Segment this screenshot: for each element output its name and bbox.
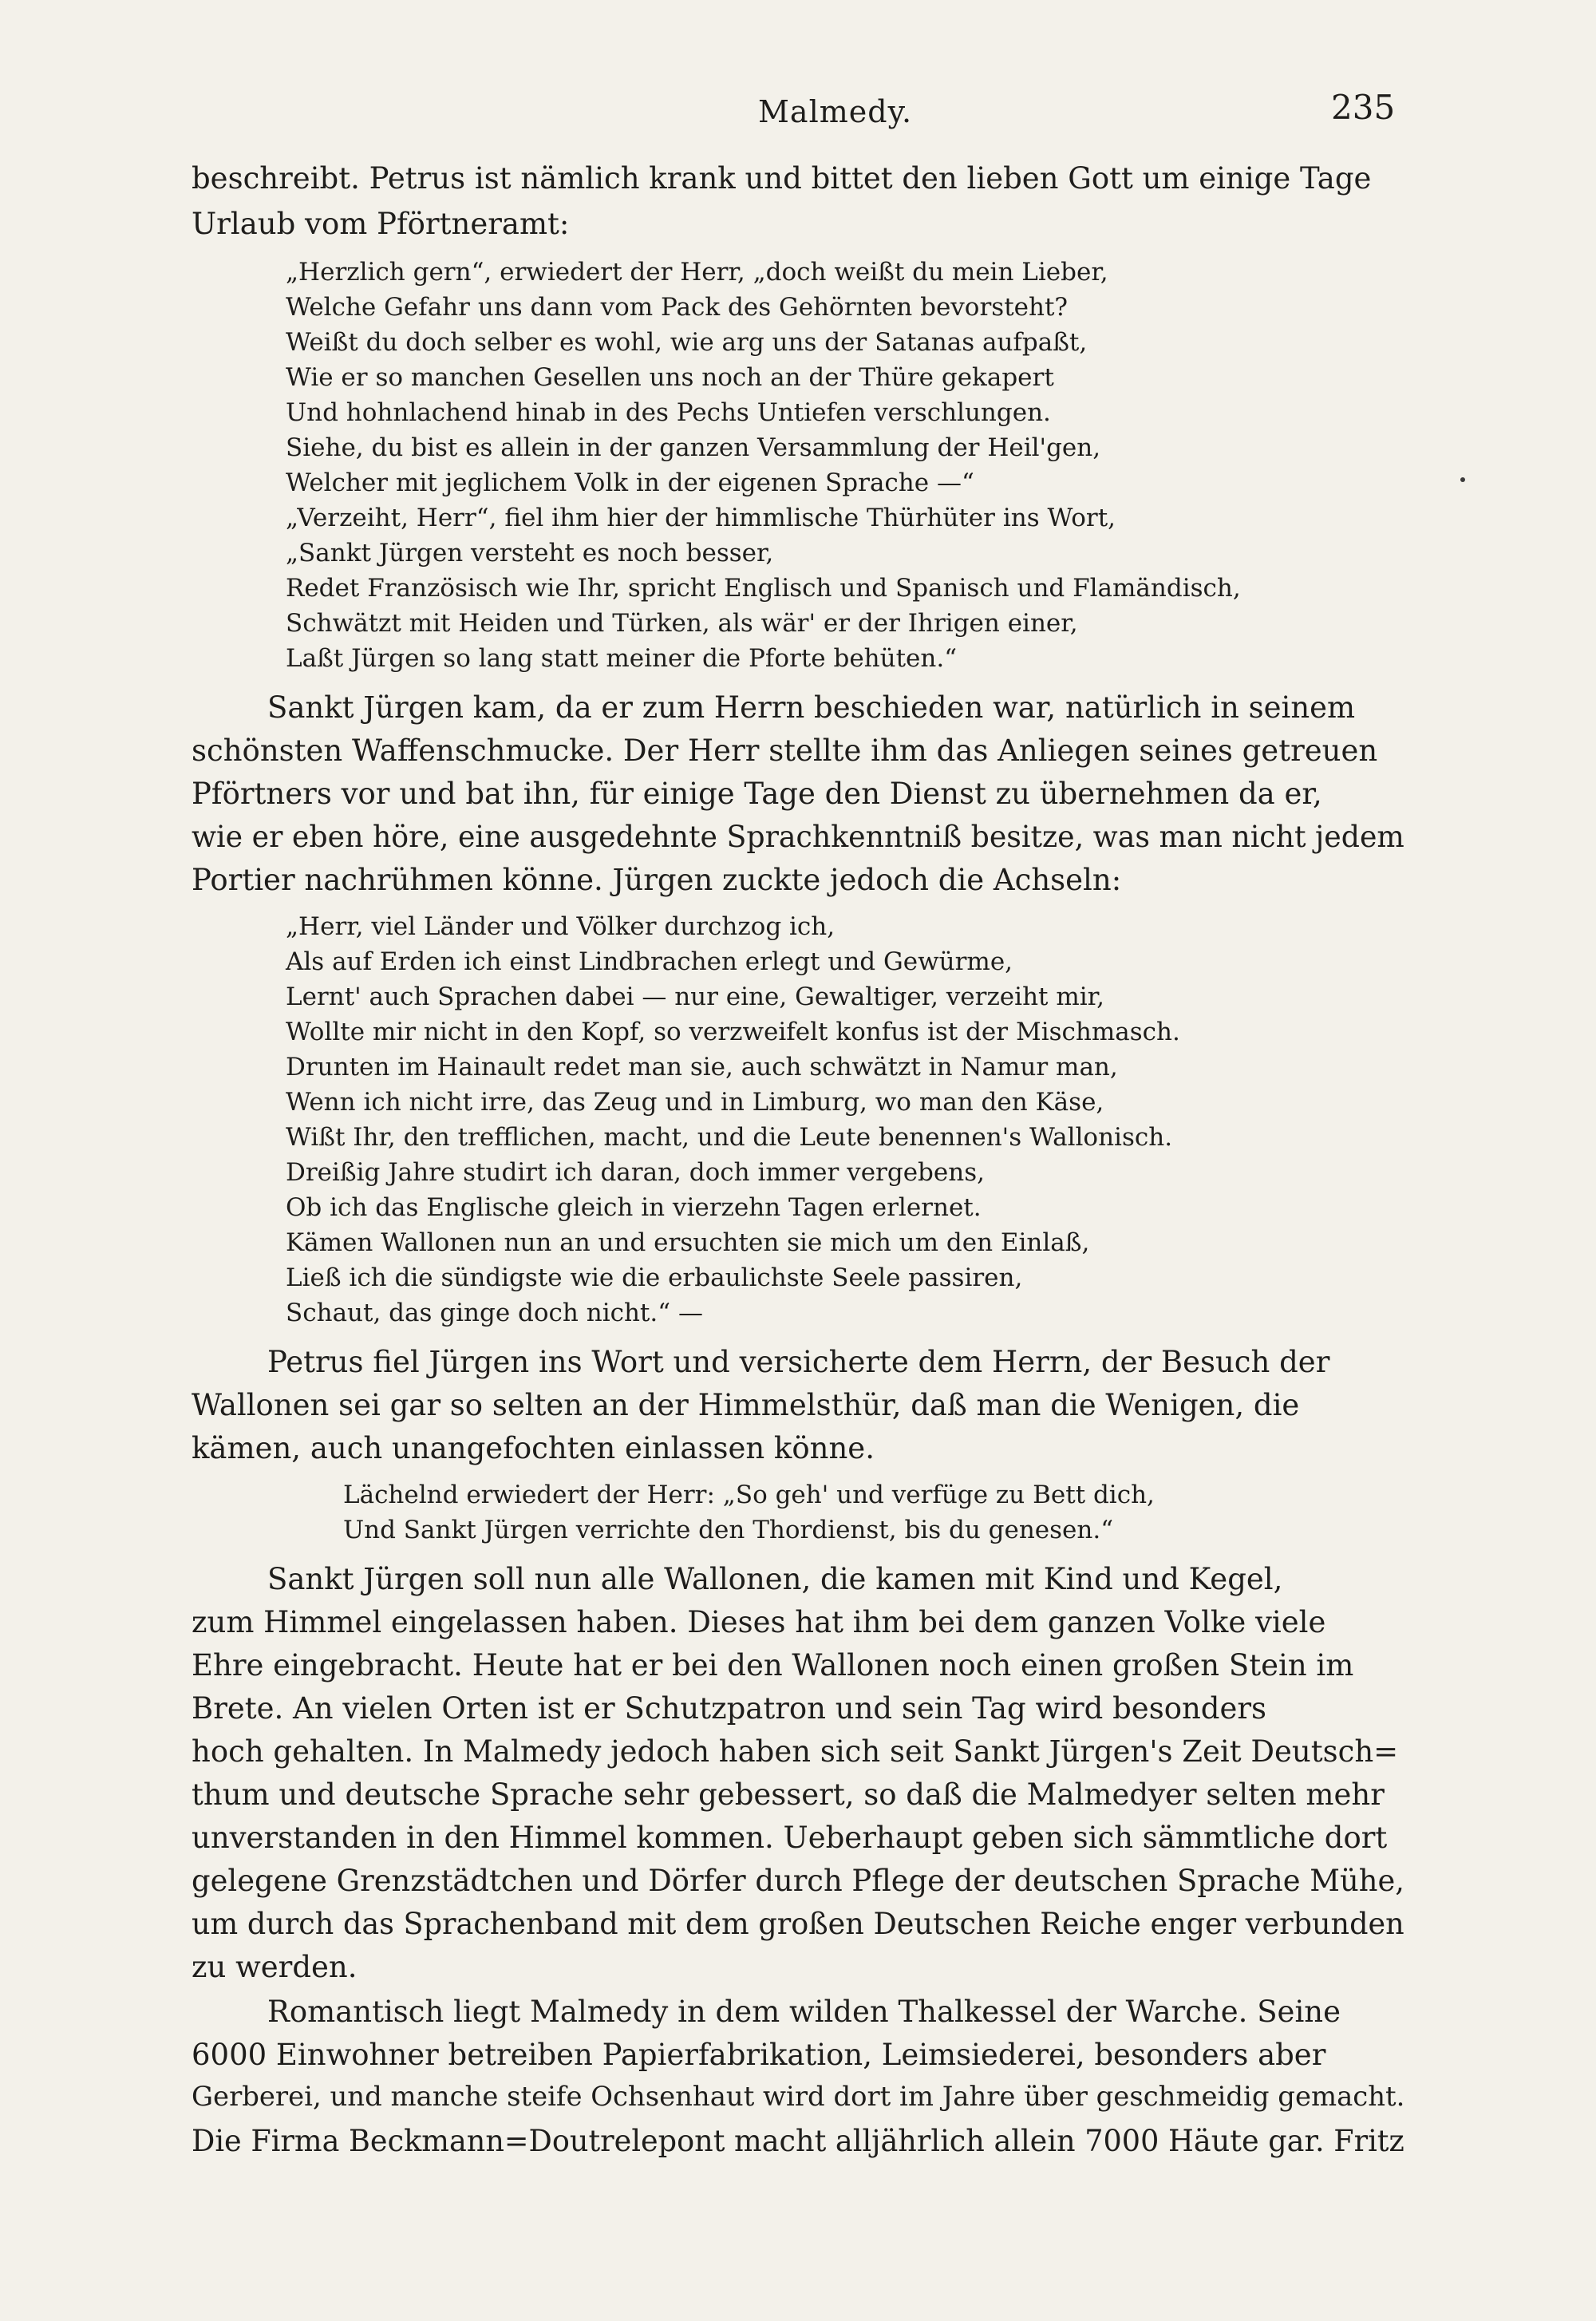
verse-line: Drunten im Hainault redet man sie, auch schwätzt in Namur man,	[286, 1053, 1118, 1081]
text-line: um durch das Sprachenband mit dem großen Deutschen Reiche enger verbunden	[192, 1907, 1404, 1941]
text-line: Die Firma Beckmann=Doutrelepont macht alljährlich allein 7000 Häute gar. Fritz	[192, 2124, 1404, 2158]
text-line: Sankt Jürgen kam, da er zum Herrn beschieden war, natürlich in seinem	[267, 690, 1356, 725]
verse-line: Schaut, das ginge doch nicht.“ —	[286, 1299, 703, 1327]
text-line: hoch gehalten. In Malmedy jedoch haben sich seit Sankt Jürgen's Zeit Deutsch=	[192, 1734, 1399, 1769]
verse-line: Ob ich das Englische gleich in vierzehn Tagen erlernet.	[286, 1193, 982, 1222]
text-line: Ehre eingebracht. Heute hat er bei den Wallonen noch einen großen Stein im	[192, 1648, 1354, 1682]
text-line: Petrus fiel Jürgen ins Wort und versicherte dem Herrn, der Besuch der	[267, 1345, 1330, 1379]
text-line: schönsten Waffenschmucke. Der Herr stellte ihm das Anliegen seines getreuen	[192, 733, 1378, 768]
verse-line: Redet Französisch wie Ihr, spricht Englisch und Spanisch und Flamändisch,	[286, 574, 1241, 603]
verse-line: Und Sankt Jürgen verrichte den Thordienst, bis du genesen.“	[343, 1516, 1114, 1544]
verse-line: Welcher mit jeglichem Volk in der eigenen Sprache —“	[286, 469, 974, 497]
text-line: beschreibt. Petrus ist nämlich krank und bittet den lieben Gott um einige Tage	[192, 161, 1372, 196]
verse-line: Als auf Erden ich einst Lindbrachen erlegt und Gewürme,	[286, 947, 1013, 976]
running-header-title: Malmedy.	[758, 94, 913, 129]
verse-line: Wenn ich nicht irre, das Zeug und in Limburg, wo man den Käse,	[286, 1088, 1104, 1117]
verse-line: Schwätzt mit Heiden und Türken, als wär' er der Ihrigen einer,	[286, 609, 1078, 638]
verse-line: Laßt Jürgen so lang statt meiner die Pforte behüten.“	[286, 644, 958, 673]
text-line: zum Himmel eingelassen haben. Dieses hat ihm bei dem ganzen Volke viele	[192, 1605, 1326, 1639]
verse-line: Weißt du doch selber es wohl, wie arg uns der Satanas aufpaßt,	[286, 328, 1088, 357]
verse-line: Welche Gefahr uns dann vom Pack des Gehörnten bevorsteht?	[286, 293, 1069, 322]
verse-line: Und hohnlachend hinab in des Pechs Untiefen verschlungen.	[286, 398, 1051, 427]
text-line: zu werden.	[192, 1950, 358, 1984]
text-line: Urlaub vom Pförtneramt:	[192, 207, 570, 241]
text-line: 6000 Einwohner betreiben Papierfabrikation, Leimsiederei, besonders aber	[192, 2038, 1326, 2072]
verse-line: Dreißig Jahre studirt ich daran, doch immer vergebens,	[286, 1158, 985, 1187]
verse-line: Ließ ich die sündigste wie die erbaulichste Seele passiren,	[286, 1263, 1023, 1292]
verse-line: Wißt Ihr, den trefflichen, macht, und die Leute benennen's Wallonisch.	[286, 1123, 1173, 1152]
text-line: wie er eben höre, eine ausgedehnte Sprachkenntniß besitze, was man nicht jedem	[192, 820, 1404, 854]
verse-line: „Verzeiht, Herr“, fiel ihm hier der himmlische Thürhüter ins Wort,	[286, 504, 1116, 532]
text-line: kämen, auch unangefochten einlassen könne.	[192, 1431, 875, 1465]
verse-line: Lächelnd erwiedert der Herr: „So geh' und verfüge zu Bett dich,	[343, 1481, 1155, 1509]
text-line: gelegene Grenzstädtchen und Dörfer durch Pflege der deutschen Sprache Mühe,	[192, 1864, 1405, 1898]
verse-line: Siehe, du bist es allein in der ganzen Versammlung der Heil'gen,	[286, 433, 1101, 462]
page-number: 235	[1331, 88, 1396, 127]
text-line: Sankt Jürgen soll nun alle Wallonen, die kamen mit Kind und Kegel,	[267, 1562, 1283, 1596]
verse-line: Kämen Wallonen nun an und ersuchten sie mich um den Einlaß,	[286, 1228, 1090, 1257]
text-line: unverstanden in den Himmel kommen. Ueberhaupt geben sich sämmtliche dort	[192, 1821, 1388, 1855]
verse-line: „Herzlich gern“, erwiedert der Herr, „doch weißt du mein Lieber,	[286, 258, 1108, 287]
text-line: Gerberei, und manche steife Ochsenhaut wird dort im Jahre über geschmeidig gemacht.	[192, 2081, 1405, 2113]
verse-line: „Sankt Jürgen versteht es noch besser,	[286, 539, 774, 567]
print-speck	[1460, 477, 1465, 482]
text-line: Pförtners vor und bat ihn, für einige Tage den Dienst zu übernehmen da er,	[192, 777, 1322, 811]
text-line: Wallonen sei gar so selten an der Himmelsthür, daß man die Wenigen, die	[192, 1388, 1300, 1422]
text-line: Brete. An vielen Orten ist er Schutzpatron und sein Tag wird besonders	[192, 1691, 1267, 1726]
verse-line: „Herr, viel Länder und Völker durchzog ich,	[286, 912, 836, 941]
verse-line: Wie er so manchen Gesellen uns noch an der Thüre gekapert	[286, 363, 1054, 392]
text-line: thum und deutsche Sprache sehr gebessert, so daß die Malmedyer selten mehr	[192, 1777, 1385, 1812]
verse-line: Wollte mir nicht in den Kopf, so verzweifelt konfus ist der Mischmasch.	[286, 1018, 1180, 1046]
text-line: Portier nachrühmen könne. Jürgen zuckte jedoch die Achseln:	[192, 863, 1122, 897]
text-line: Romantisch liegt Malmedy in dem wilden Thalkessel der Warche. Seine	[267, 1995, 1341, 2029]
verse-line: Lernt' auch Sprachen dabei — nur eine, Gewaltiger, verzeiht mir,	[286, 983, 1104, 1011]
